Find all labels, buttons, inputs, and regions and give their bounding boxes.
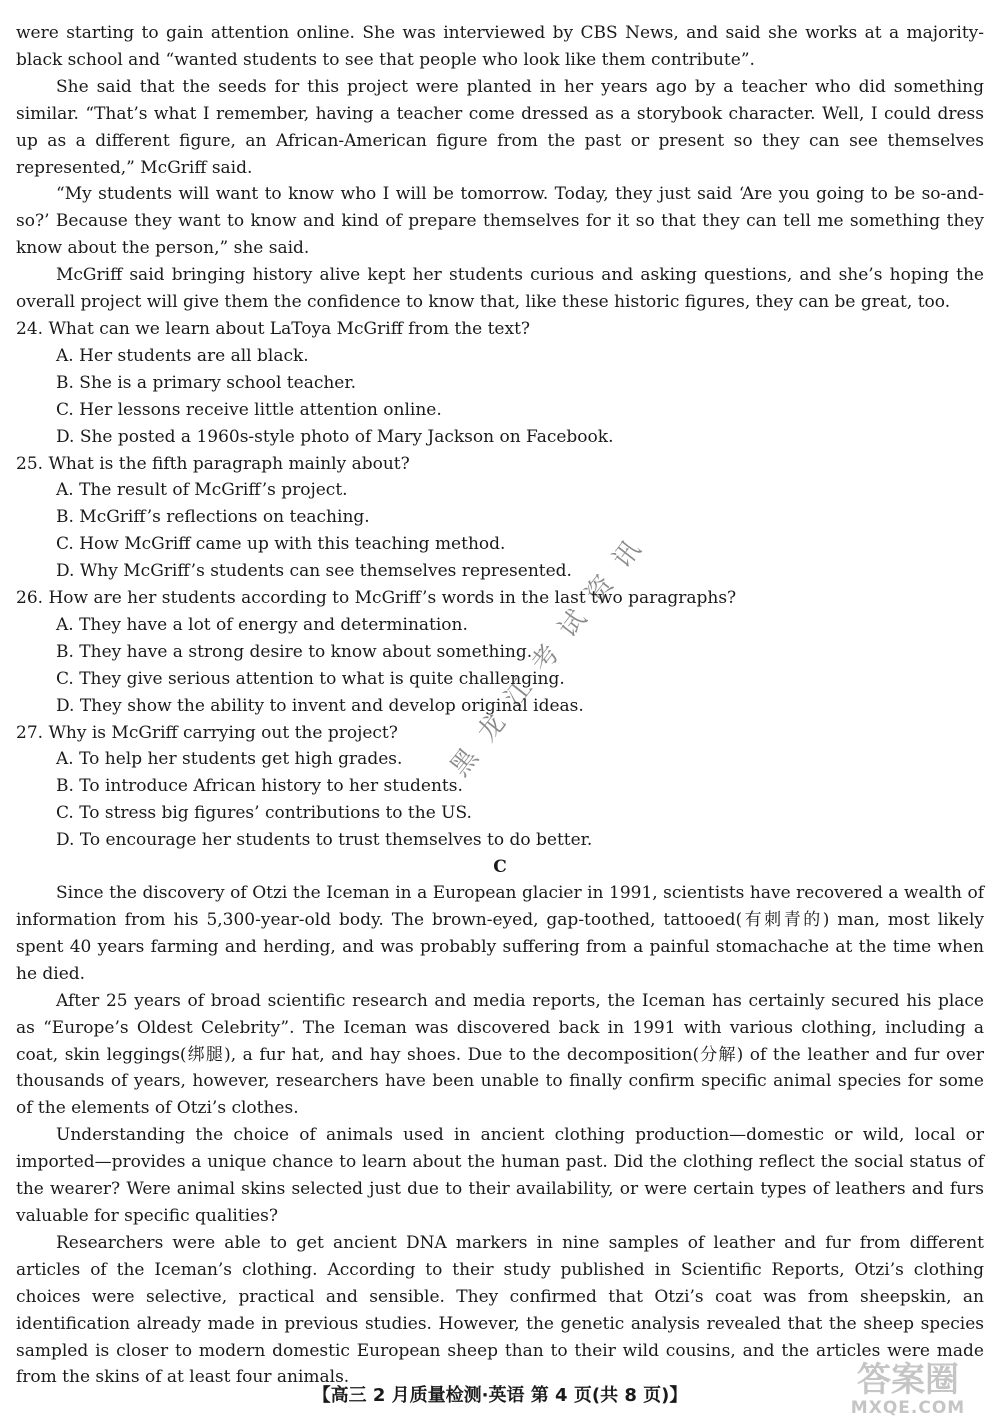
page-footer: 【高三 2 月质量检测·英语 第 4 页(共 8 页)】 bbox=[312, 1385, 688, 1406]
question-stem: 25. What is the fifth paragraph mainly about? bbox=[16, 453, 410, 474]
passage-c-paragraph-3: Understanding the choice of animals used in ancient clothing production—domestic or wild, local or imported—provides a unique chance to learn about the human past. Did the clothing reflect the social status of the wearer? Were animal skins selected just due to their availability, or were certain types of leathers and furs valuable for specific qualities? bbox=[16, 1125, 984, 1226]
option-a: A. Her students are all black. bbox=[56, 345, 309, 366]
passage-b-paragraph-1: were starting to gain attention online. She was interviewed by CBS News, and said she works at a majority-black school and “wanted students to see that people who look like them contribute”. bbox=[16, 23, 984, 70]
option-c: C. Her lessons receive little attention online. bbox=[56, 399, 442, 420]
option-c: C. They give serious attention to what is quite challenging. bbox=[56, 668, 565, 689]
option-b: B. She is a primary school teacher. bbox=[56, 372, 357, 393]
option-a: A. To help her students get high grades. bbox=[56, 749, 403, 770]
watermark-logo-url: MXQE.COM bbox=[850, 1398, 966, 1418]
option-d: D. She posted a 1960s-style photo of Mary Jackson on Facebook. bbox=[56, 426, 614, 447]
option-a: A. They have a lot of energy and determination. bbox=[56, 614, 468, 635]
passage-c-paragraph-1: Since the discovery of Otzi the Iceman in a European glacier in 1991, scientists have recovered a wealth of information from his 5,300-year-old body. The brown-eyed, gap-toothed, tattooed(有刺青的) man, most likely spent 40 years farming and herding, and was probably suffering from a painful stomachache at the time when he died. bbox=[16, 883, 984, 984]
watermark-diagonal: 黑龙江考试资讯 bbox=[444, 520, 659, 783]
option-d: D. Why McGriff’s students can see themselves represented. bbox=[56, 561, 572, 582]
option-a: A. The result of McGriff’s project. bbox=[56, 480, 348, 501]
question-stem: 26. How are her students according to McGriff’s words in the last two paragraphs? bbox=[16, 588, 737, 609]
passage-b-paragraph-3: “My students will want to know who I will be tomorrow. Today, they just said ‘Are you going to be so-and-so?’ Because they want to know and kind of prepare themselves for it so that they can tell me something they know about the person,” she said. bbox=[16, 184, 984, 259]
option-b: B. They have a strong desire to know about something. bbox=[56, 641, 533, 662]
option-c: C. How McGriff came up with this teaching method. bbox=[56, 534, 506, 555]
option-c: C. To stress big figures’ contributions to the US. bbox=[56, 803, 472, 824]
option-d: D. To encourage her students to trust themselves to do better. bbox=[56, 830, 593, 851]
option-d: D. They show the ability to invent and develop original ideas. bbox=[56, 695, 584, 716]
question-stem: 24. What can we learn about LaToya McGriff from the text? bbox=[16, 318, 531, 339]
watermark-logo-text: 答案圈 bbox=[857, 1360, 959, 1400]
watermark-logo bbox=[828, 1362, 988, 1422]
question-24 bbox=[16, 316, 984, 451]
section-heading-c: C bbox=[493, 857, 507, 878]
option-b: B. To introduce African history to her students. bbox=[56, 776, 463, 797]
passage-b-paragraph-4: McGriff said bringing history alive kept her students curious and asking questions, and she’s hoping the overall project will give them the confidence to know that, like these historic figures, they can be great, too. bbox=[16, 265, 984, 313]
passage-b-paragraph-2: She said that the seeds for this project were planted in her years ago by a teacher who did something similar. “That’s what I remember, having a teacher come dressed as a storybook character. Well, I could dress up as a different figure, an African-American figure from the past or present so they can see themselves represented,” McGriff said. bbox=[16, 76, 984, 178]
passage-c-paragraph-4: Researchers were able to get ancient DNA markers in nine samples of leather and fur from different articles of the Iceman’s clothing. According to their study published in Scientific Reports, Otzi’s clothing choices were selective, practical and sensible. They confirmed that Otzi’s coat was from sheepskin, an identification already made in previous studies. However, the genetic analysis revealed that the sheep species sampled is closer to modern domestic European sheep than to their wild cousins, and the articles were made from the skins of at least four animals. bbox=[16, 1232, 984, 1388]
question-stem: 27. Why is McGriff carrying out the project? bbox=[16, 722, 398, 743]
question-25 bbox=[16, 451, 984, 586]
passage-c-paragraph-2: After 25 years of broad scientific research and media reports, the Iceman has certainly secured his place as “Europe’s Oldest Celebrity”. The Iceman was discovered back in 1991 with various clothing, including a coat, skin leggings(绑腿), a fur hat, and hay shoes. Due to the decomposition(分解) of the leather and fur over thousands of years, however, researchers have been unable to finally confirm specific animal species for some of the elements of Otzi’s clothes. bbox=[16, 990, 984, 1119]
option-b: B. McGriff’s reflections on teaching. bbox=[56, 507, 370, 528]
